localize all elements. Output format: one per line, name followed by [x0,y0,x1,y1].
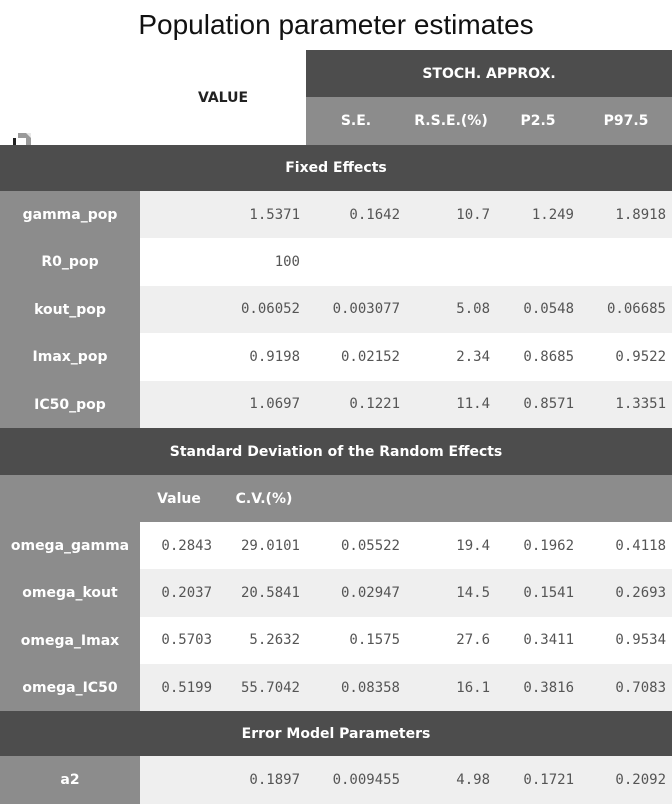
cell-rse: 4.98 [456,771,490,788]
cell-p975: 0.9534 [615,632,666,649]
cell-p25 [496,238,580,285]
cell-value: 0.5199 [161,679,212,696]
cell-se: 0.02152 [340,348,400,365]
random-subheader-cv: C.V.(%) [235,490,293,507]
header-se: S.E. [340,113,372,129]
cell-p25: 0.8571 [523,396,574,413]
cell-value: 0.06052 [240,301,300,318]
row-label: a2 [0,756,140,804]
random-subheader [0,475,672,522]
cell-value: 1.5371 [249,206,300,223]
cell-cv: 55.7042 [240,679,300,696]
cell-se: 0.1642 [349,206,400,223]
cell-value: 100 [274,254,300,271]
section-fixed-effects: Fixed Effects [0,145,672,191]
cell-se: 0.003077 [332,301,400,318]
header-rse: R.S.E.(%) [414,113,488,129]
cell-p975: 0.2092 [615,771,666,788]
cell-p975: 0.9522 [615,348,666,365]
section-error-model: Error Model Parameters [0,711,672,756]
cell-value: 0.1897 [249,771,300,788]
random-subheader-value: Value [157,490,201,507]
cell-value: 1.0697 [249,396,300,413]
cell-se [306,238,406,285]
cell-se: 0.05522 [340,537,400,554]
cell-p25: 1.249 [531,206,574,223]
row-label: kout_pop [0,286,140,334]
cell-p975: 1.8918 [615,206,666,223]
row-label: IC50_pop [0,381,140,429]
cell-value: 0.5703 [161,632,212,649]
cell-value: 0.2843 [161,537,212,554]
cell-p25: 0.0548 [523,301,574,318]
cell-p975: 0.4118 [615,537,666,554]
cell-rse: 14.5 [456,585,490,602]
cell-p975: 1.3351 [615,396,666,413]
cell-se: 0.009455 [332,771,400,788]
cell-se: 0.1221 [349,396,400,413]
row-label: omega_IC50 [0,664,140,712]
cell-p25: 0.8685 [523,348,574,365]
cell-p975: 0.7083 [615,679,666,696]
table-header [0,50,672,145]
row-label: Imax_pop [0,333,140,381]
header-p25: P2.5 [520,113,556,129]
cell-p975: 0.06685 [606,301,666,318]
cell-rse: 11.4 [456,396,490,413]
row-label: omega_kout [0,569,140,617]
section-random-effects: Standard Deviation of the Random Effects [0,428,672,475]
cell-value: 0.9198 [249,348,300,365]
cell-rse: 27.6 [456,632,490,649]
cell-cv: 20.5841 [240,585,300,602]
cell-cv: 29.0101 [240,537,300,554]
header-stoch-approx: STOCH. APPROX. [306,50,672,97]
cell-p25: 0.1962 [523,537,574,554]
cell-cv: 5.2632 [249,632,300,649]
cell-p975 [580,238,672,285]
cell-rse: 19.4 [456,537,490,554]
cell-value: 0.2037 [161,585,212,602]
header-value: VALUE [197,89,249,106]
cell-p25: 0.3411 [523,632,574,649]
page-title: Population parameter estimates [138,9,534,40]
cell-rse: 5.08 [456,301,490,318]
cell-se: 0.02947 [340,585,400,602]
cell-se: 0.1575 [349,632,400,649]
cell-p25: 0.1721 [523,771,574,788]
cell-rse: 16.1 [456,679,490,696]
row-label: gamma_pop [0,191,140,239]
cell-rse: 10.7 [456,206,490,223]
cell-p25: 0.1541 [523,585,574,602]
cell-se: 0.08358 [340,679,400,696]
row-label: R0_pop [0,238,140,286]
cell-p975: 0.2693 [615,585,666,602]
row-label: omega_gamma [0,522,140,570]
cell-rse [406,238,496,285]
row-label: omega_Imax [0,617,140,665]
header-p975: P97.5 [603,113,649,129]
cell-p25: 0.3816 [523,679,574,696]
cell-rse: 2.34 [456,348,490,365]
